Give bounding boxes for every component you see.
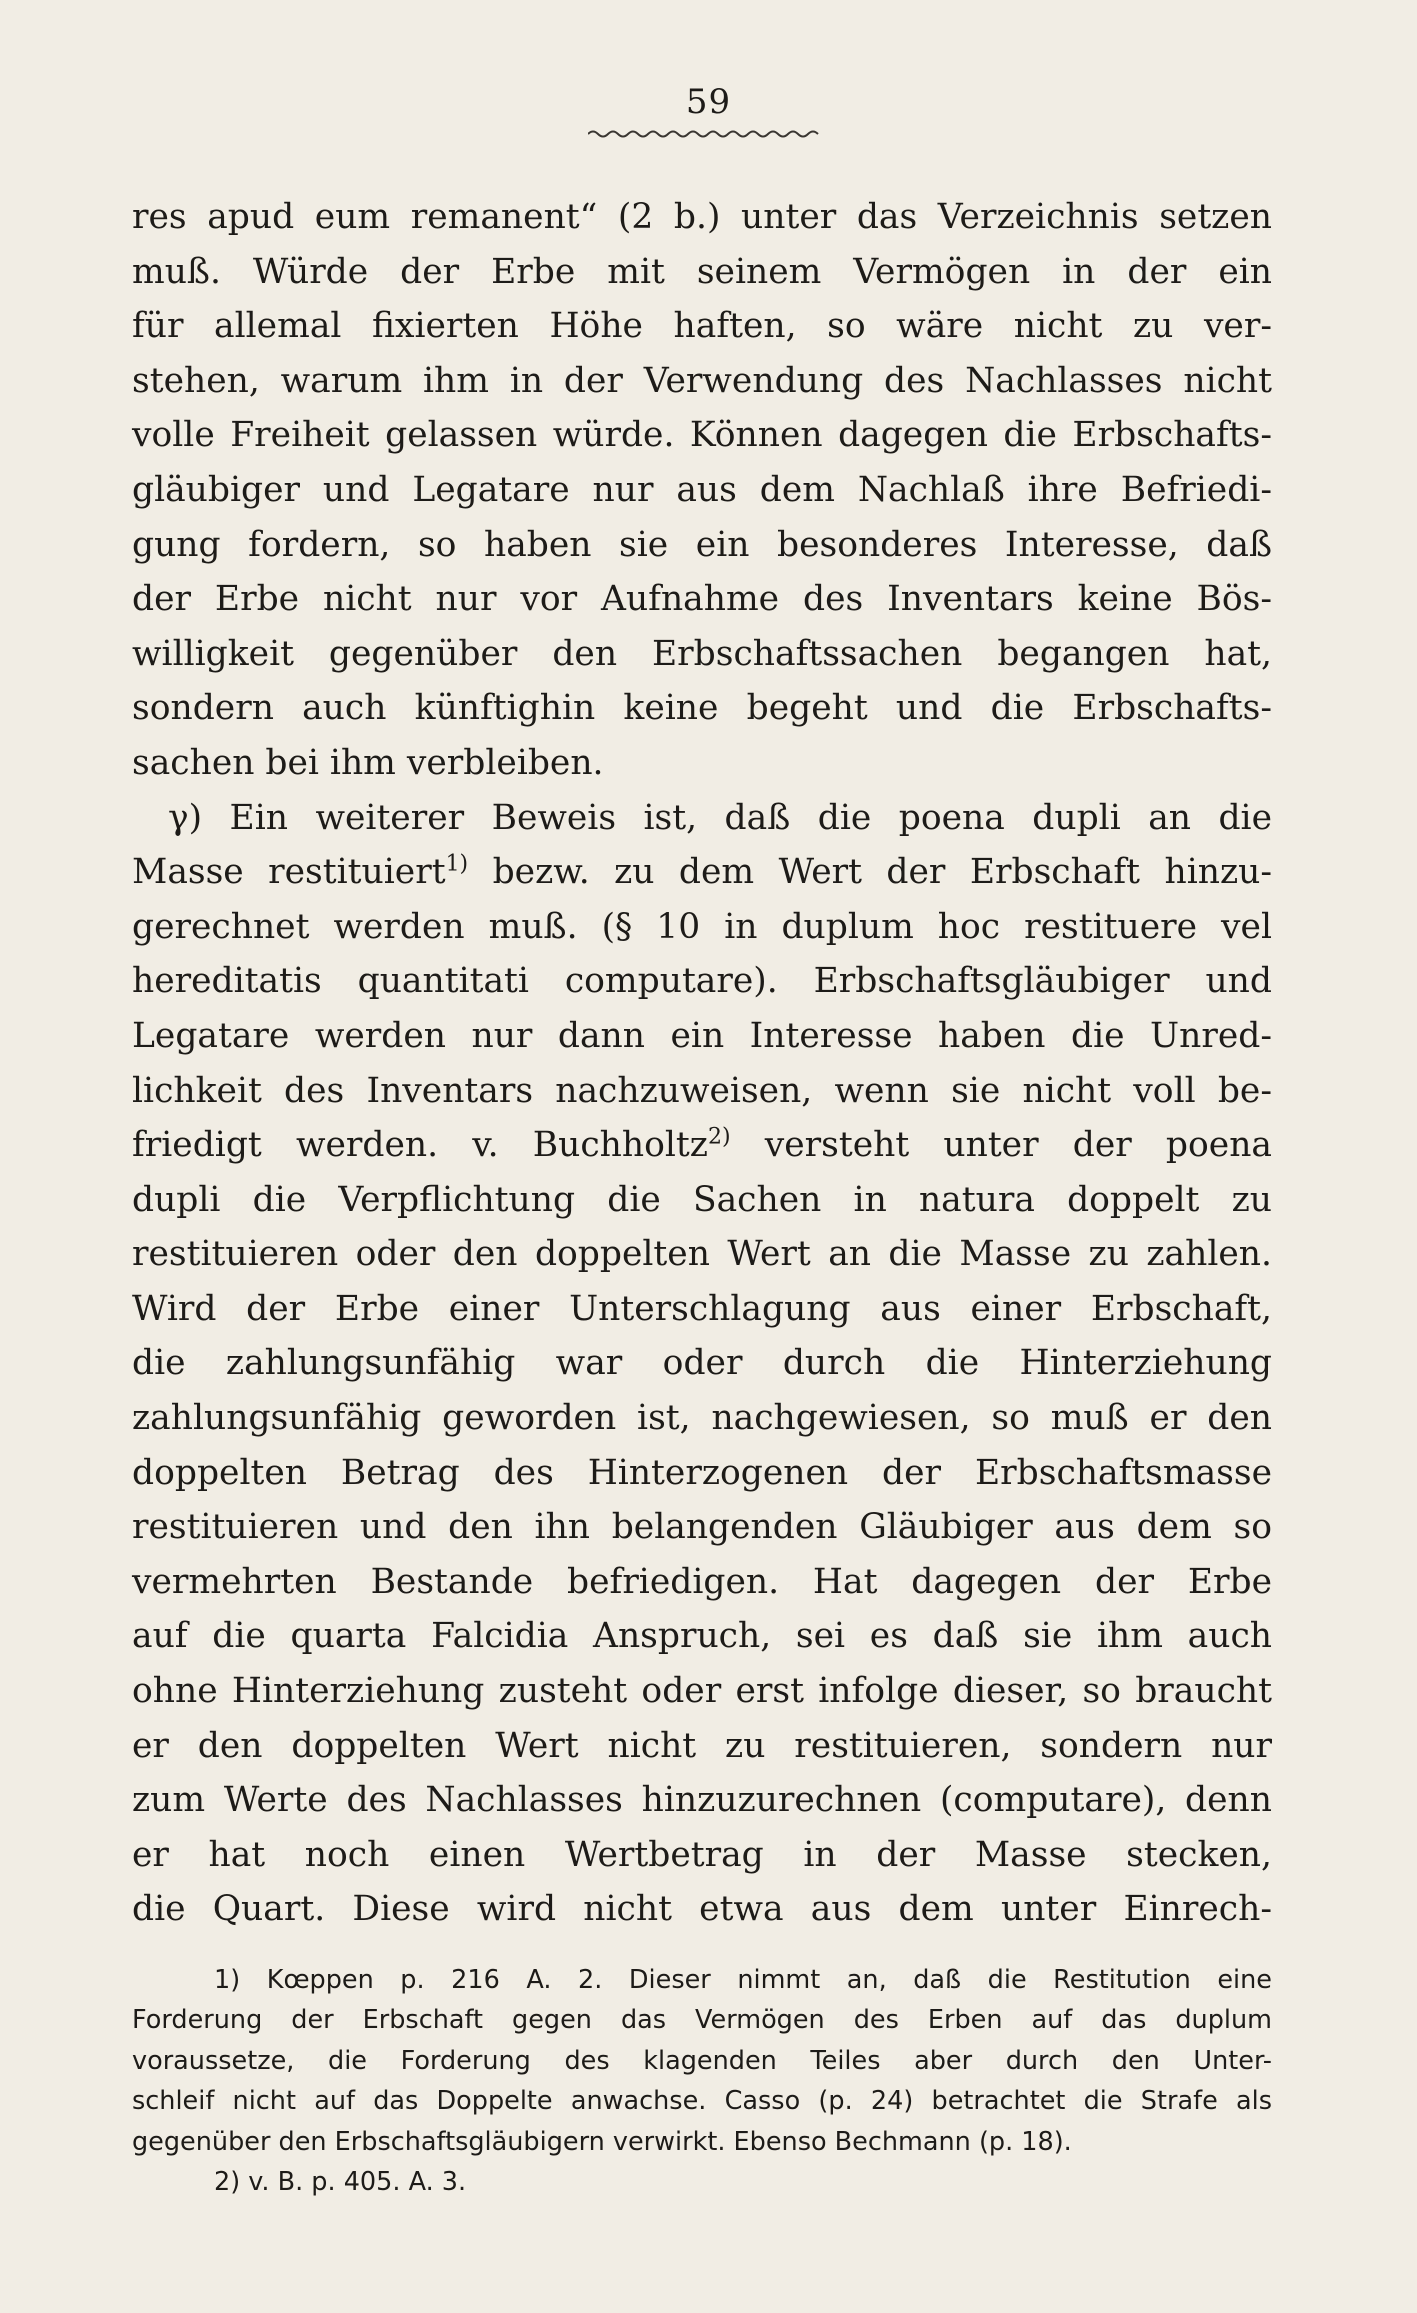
footnote-2: 2) v. B. p. 405. A. 3. <box>214 2166 467 2197</box>
text-line: volle Freiheit gelassen würde. Können dagegen die Erbschafts- <box>132 415 1272 456</box>
text-line: res apud eum remanent“ (2 b.) unter das Verzeichnis setzen <box>132 197 1272 237</box>
text-line: die zahlungsunfähig war oder durch die Hinterziehung <box>132 1343 1272 1384</box>
footnotes <box>132 1960 1272 2202</box>
text-line: Wird der Erbe einer Unterschlagung aus einer Erbschaft, <box>132 1288 1272 1329</box>
text-line: die Quart. Diese wird nicht etwa aus dem unter Einrech- <box>132 1889 1272 1930</box>
text-line: sachen bei ihm verbleiben. <box>132 742 604 783</box>
footnote-1-line: voraussetze, die Forderung des klagenden Teiles aber durch den Unter- <box>132 2045 1272 2076</box>
text-line: lichkeit des Inventars nachzuweisen, wenn sie nicht voll be- <box>132 1070 1272 1111</box>
page-number: 59 <box>685 82 732 122</box>
text-line: zahlungsunfähig geworden ist, nachgewiesen, so muß er den <box>132 1398 1272 1439</box>
footnote-ref-2: 2) <box>707 1124 731 1150</box>
footnote-1-line: gegenüber den Erbschaftsgläubigern verwirkt. Ebenso Bechmann (p. 18). <box>132 2126 1072 2157</box>
footnote-1-line: Forderung der Erbschaft gegen das Vermögen des Erben auf das duplum <box>132 2005 1272 2036</box>
footnote-ref-1: 1) <box>445 851 469 877</box>
text-line: vermehrten Bestande befriedigen. Hat dagegen der Erbe <box>132 1561 1272 1602</box>
text-line: Masse restituiert$^{1)}$ bezw. zu dem Wert der Erbschaft hinzu- <box>132 851 1273 893</box>
text-line: restituieren und den ihn belangenden Gläubiger aus dem so <box>132 1507 1272 1548</box>
text-line: gerechnet werden muß. (§ 10 in duplum hoc restituere vel <box>132 906 1272 947</box>
text-line: gung fordern, so haben sie ein besonderes Interesse, daß <box>132 524 1272 565</box>
body-text <box>132 190 1272 1937</box>
decorative-rule-icon <box>588 126 820 142</box>
text-line: doppelten Betrag des Hinterzogenen der Erbschaftsmasse <box>132 1452 1272 1493</box>
text-line: auf die quarta Falcidia Anspruch, sei es daß sie ihm auch <box>132 1616 1272 1657</box>
text-line: ohne Hinterziehung zusteht oder erst infolge dieser, so braucht <box>132 1671 1272 1712</box>
text-line: restituieren oder den doppelten Wert an die Masse zu zahlen. <box>132 1234 1272 1275</box>
text-line: stehen, warum ihm in der Verwendung des Nachlasses nicht <box>132 360 1272 401</box>
text-line: willigkeit gegenüber den Erbschaftssachen begangen hat, <box>132 633 1272 674</box>
text-line: zum Werte des Nachlasses hinzuzurechnen (computare), denn <box>132 1780 1272 1821</box>
footnote-1-line: schleif nicht auf das Doppelte anwachse. Casso (p. 24) betrachtet die Strafe als <box>132 2086 1272 2117</box>
text-line: er den doppelten Wert nicht zu restituieren, sondern nur <box>132 1725 1272 1766</box>
text-line: Legatare werden nur dann ein Interesse haben die Unred- <box>132 1015 1272 1056</box>
text-line: sondern auch künftighin keine begeht und die Erbschafts- <box>132 688 1272 729</box>
text-line: hereditatis quantitati computare). Erbschaftsgläubiger und <box>132 961 1272 1002</box>
text-line: er hat noch einen Wertbetrag in der Masse stecken, <box>132 1834 1272 1875</box>
text-line: dupli die Verpflichtung die Sachen in natura doppelt zu <box>132 1179 1272 1220</box>
text-line: für allemal fixierten Höhe haften, so wäre nicht zu ver- <box>132 306 1272 347</box>
paragraph-start-line: γ) Ein weiterer Beweis ist, daß die poena dupli an die <box>168 797 1272 838</box>
text-line: muß. Würde der Erbe mit seinem Vermögen in der ein <box>132 251 1272 292</box>
text-line: gläubiger und Legatare nur aus dem Nachlaß ihre Befriedi- <box>132 469 1272 510</box>
text-line: der Erbe nicht nur vor Aufnahme des Inventars keine Bös- <box>132 579 1272 620</box>
footnote-1: 1) Kœppen p. 216 A. 2. Dieser nimmt an, daß die Restitution eine <box>214 1965 1272 1995</box>
text-line: friedigt werden. v. Buchholtz$^{2)}$ versteht unter der poena <box>132 1124 1272 1166</box>
